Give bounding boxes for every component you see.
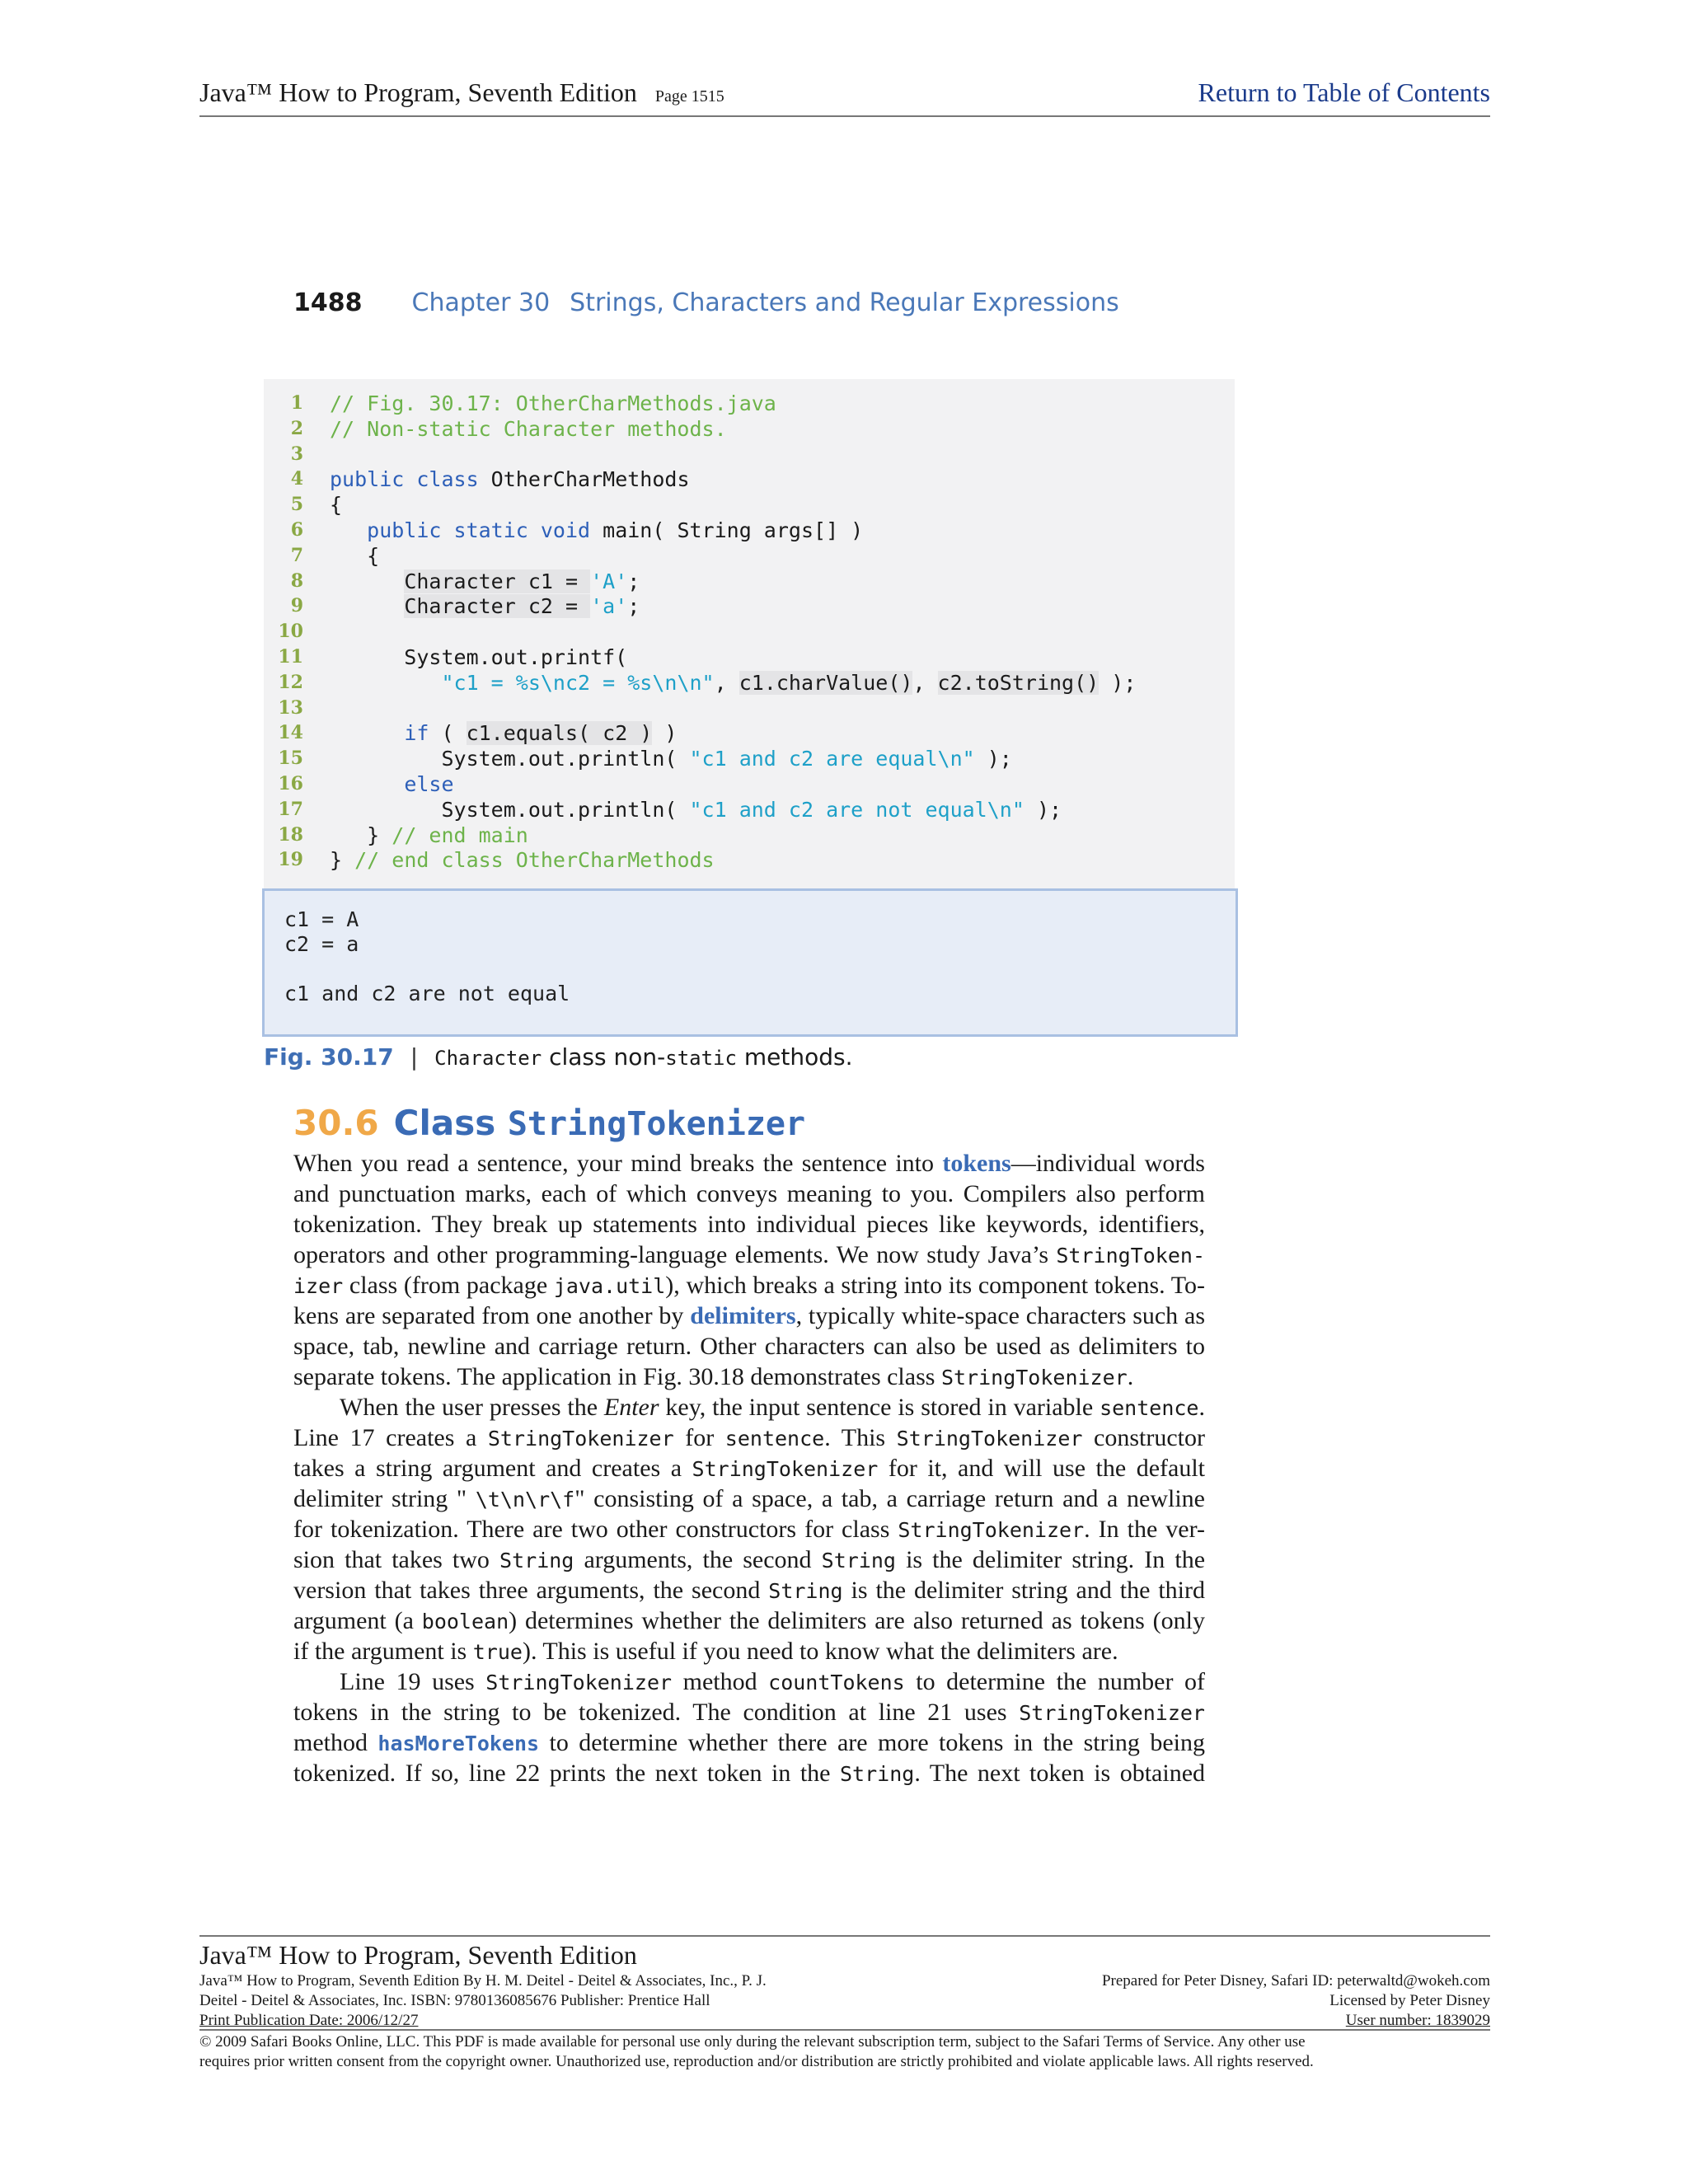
caption-text: methods. (736, 1043, 853, 1071)
code-token: { (330, 493, 343, 518)
code-token: 'a' (590, 594, 628, 619)
code-text (330, 391, 776, 416)
code-text (330, 416, 727, 442)
term-hasmoretokens: hasMoreTokens (377, 1732, 540, 1755)
line-number: 4 (290, 468, 303, 490)
book-page-number: 1488 (293, 288, 363, 317)
code-text (330, 518, 863, 543)
code-token: "c1 and c2 are equal\n" (689, 747, 975, 771)
body-line: space, tab, newline and carriage return. Other characters can also be used as delimiters to (293, 1333, 1205, 1360)
body-line: tokenized. If so, line 22 prints the next token in the String. The next token is obtained (293, 1760, 1206, 1787)
code-text (330, 543, 379, 569)
code-text (330, 771, 454, 797)
line-number: 15 (278, 748, 303, 770)
code-token: ; (627, 594, 640, 619)
output-line: c1 and c2 are not equal (284, 982, 570, 1005)
code-token: c2.toString() (937, 670, 1100, 695)
return-to-toc-link[interactable]: Return to Table of Contents (1198, 77, 1490, 107)
caption-text: class non- (542, 1043, 666, 1071)
footer-licensed-by: Licensed by Peter Disney (1329, 1992, 1490, 2009)
body-line: izer class (from package java.util), which breaks a string into its component tokens. To- (293, 1272, 1205, 1299)
code-text (330, 746, 1012, 771)
line-number: 19 (278, 849, 303, 871)
line-number: 8 (290, 569, 303, 592)
code-token: ) (652, 721, 678, 746)
footer-copyright: requires prior written consent from the copyright owner. Unauthorized use, reproduction and/or distribution are strictly prohibited and violate applicable laws. All rights reserved. (199, 2053, 1314, 2070)
body-line: separate tokens. The application in Fig. 30.18 demonstrates class StringTokenizer. (293, 1363, 1134, 1390)
code-token (330, 569, 404, 593)
header-page-label: Page 1515 (654, 87, 724, 105)
footer-divider (199, 2029, 1490, 2031)
body-line: sion that takes two String arguments, the second String is the delimiter string. In the (293, 1546, 1206, 1573)
body-line: When you read a sentence, your mind breaks the sentence into tokens—individual words (293, 1150, 1205, 1177)
code-token: OtherCharMethods (478, 467, 690, 492)
line-number: 1 (290, 392, 303, 414)
section-word: Class (393, 1103, 496, 1143)
code-text (330, 670, 1136, 696)
code-token: System.out.println( (330, 747, 690, 771)
code-token: c1.charValue() (738, 670, 913, 695)
code-text (330, 492, 342, 518)
footer-publication-date: Print Publication Date: 2006/12/27 (199, 2012, 419, 2029)
body-line: tokenization. They break up statements into individual pieces like keywords, identifiers, (293, 1211, 1205, 1238)
line-number: 3 (290, 443, 303, 465)
code-token: Character c2 = (404, 594, 591, 619)
body-line: version that takes three arguments, the second String is the delimiter string and the third (293, 1577, 1206, 1604)
body-line: argument (a boolean) determines whether the delimiters are also returned as tokens (only (293, 1607, 1205, 1634)
chapter-label: Chapter 30 (411, 288, 551, 317)
body-line: kens are separated from one another by delimiters, typically white-space characters such as (293, 1302, 1206, 1329)
body-line: operators and other programming-language elements. We now study Java’s StringToken- (293, 1241, 1205, 1268)
code-token: , (912, 670, 938, 695)
code-token: main( String args[] ) (590, 518, 864, 542)
body-line: Line 19 uses StringTokenizer method countTokens to determine the number of (340, 1668, 1205, 1695)
figure-label: Fig. 30.17 (264, 1043, 394, 1071)
code-token (330, 594, 404, 618)
body-line: Line 17 creates a StringTokenizer for sentence. This StringTokenizer constructor (293, 1424, 1205, 1451)
code-token (330, 518, 367, 542)
body-line: if the argument is true). This is useful if you need to know what the delimiters are. (293, 1638, 1118, 1665)
line-number: 5 (290, 494, 303, 516)
line-number: 9 (290, 595, 303, 617)
term-delimiters: delimiters (690, 1302, 796, 1329)
caption-static-word: static (665, 1047, 737, 1070)
code-token (330, 772, 404, 796)
body-line: and punctuation marks, each of which conveys meaning to you. Compilers also perform (293, 1180, 1205, 1207)
line-number: 13 (278, 696, 303, 719)
code-token: ); (1099, 670, 1137, 695)
body-line: tokens in the string to be tokenized. The condition at line 21 uses StringTokenizer (293, 1699, 1205, 1726)
code-token: // end main (392, 823, 528, 847)
code-token: 'A' (590, 569, 628, 593)
code-token: // end class OtherCharMethods (354, 848, 715, 873)
header-title-text: Java™ How to Program, Seventh Edition (199, 77, 637, 107)
code-text (330, 466, 690, 492)
code-listing (264, 379, 1235, 890)
caption-divider: | (410, 1043, 419, 1071)
code-token: System.out.printf( (330, 645, 628, 669)
body-line: takes a string argument and creates a StringTokenizer for it, and will use the default (293, 1455, 1205, 1482)
code-text (330, 569, 640, 594)
section-number: 30.6 (293, 1103, 379, 1143)
body-line: for tokenization. There are two other constructors for class StringTokenizer. In the ver- (293, 1516, 1205, 1543)
line-number: 10 (278, 621, 303, 643)
footer-isbn-info: Deitel - Deitel & Associates, Inc. ISBN: 9780136085676 Publisher: Prentice Hall (199, 1992, 710, 2009)
code-token: , (714, 670, 739, 695)
figure-caption (264, 1043, 852, 1071)
footer-copyright: © 2009 Safari Books Online, LLC. This PDF is made available for personal use only during the relevant subscription term, subject to the Safari Terms of Service. Any other use (199, 2033, 1306, 2050)
code-token: public static void (367, 518, 591, 542)
output-line: c1 = A (284, 907, 359, 931)
header-book-title (199, 77, 724, 108)
page-footer (199, 1935, 1490, 2070)
code-token: ; (627, 569, 640, 593)
code-token: ); (974, 747, 1012, 771)
code-token: else (404, 772, 454, 796)
code-token: if (404, 721, 429, 746)
line-number: 6 (290, 519, 303, 541)
code-token: // Non-static Character methods. (330, 416, 727, 441)
code-token: // Fig. 30.17: OtherCharMethods.java (330, 391, 776, 415)
code-text (330, 823, 528, 848)
page-header (199, 73, 1490, 117)
line-number: 2 (290, 417, 303, 439)
code-token: } (330, 848, 355, 873)
footer-book-info: Java™ How to Program, Seventh Edition By H. M. Deitel - Deitel & Associates, Inc., P. J. (199, 1972, 767, 1990)
code-token: { (330, 543, 380, 568)
output-line: c2 = a (284, 932, 359, 956)
body-line: When the user presses the Enter key, the input sentence is stored in variable sentence. (340, 1394, 1205, 1421)
line-number: 18 (278, 823, 303, 846)
code-text (330, 720, 677, 746)
line-number: 11 (278, 646, 303, 668)
code-token: System.out.println( (330, 797, 690, 822)
code-token: "c1 and c2 are not equal\n" (689, 797, 1025, 822)
code-token: Character c1 = (404, 569, 591, 593)
code-text (330, 847, 715, 873)
code-token: } (330, 823, 392, 847)
section-class-name: StringTokenizer (507, 1105, 806, 1143)
footer-prepared-for: Prepared for Peter Disney, Safari ID: peterwaltd@wokeh.com (1101, 1972, 1490, 1990)
line-number: 14 (278, 722, 303, 744)
code-text (330, 593, 640, 619)
line-number: 16 (278, 773, 303, 794)
code-text (330, 644, 627, 670)
term-tokens: tokens (942, 1150, 1011, 1177)
line-number: 12 (278, 671, 303, 693)
line-number: 7 (290, 544, 303, 566)
code-token: ( (429, 721, 467, 746)
program-output-box (262, 888, 1238, 1037)
line-number: 17 (278, 798, 303, 820)
code-token (330, 721, 404, 745)
footer-book-title: Java™ How to Program, Seventh Edition (199, 1940, 637, 1970)
body-line: delimiter string " \t\n\r\f" consisting of a space, a tab, a carriage return and a newline (293, 1485, 1205, 1512)
footer-user-number: User number: 1839029 (1345, 2012, 1490, 2029)
running-head (293, 288, 1119, 317)
code-token: ); (1024, 797, 1062, 822)
code-token: c1.equals( c2 ) (466, 721, 653, 746)
caption-class-name: Character (434, 1047, 542, 1070)
code-text (330, 797, 1062, 823)
code-token (330, 671, 441, 695)
chapter-title: Strings, Characters and Regular Expressions (570, 288, 1119, 317)
code-token: public class (330, 467, 479, 492)
body-line: method hasMoreTokens to determine whether there are more tokens in the string being (293, 1729, 1205, 1756)
code-token: "c1 = %s\nc2 = %s\n\n" (441, 670, 715, 695)
section-heading (293, 1103, 805, 1143)
